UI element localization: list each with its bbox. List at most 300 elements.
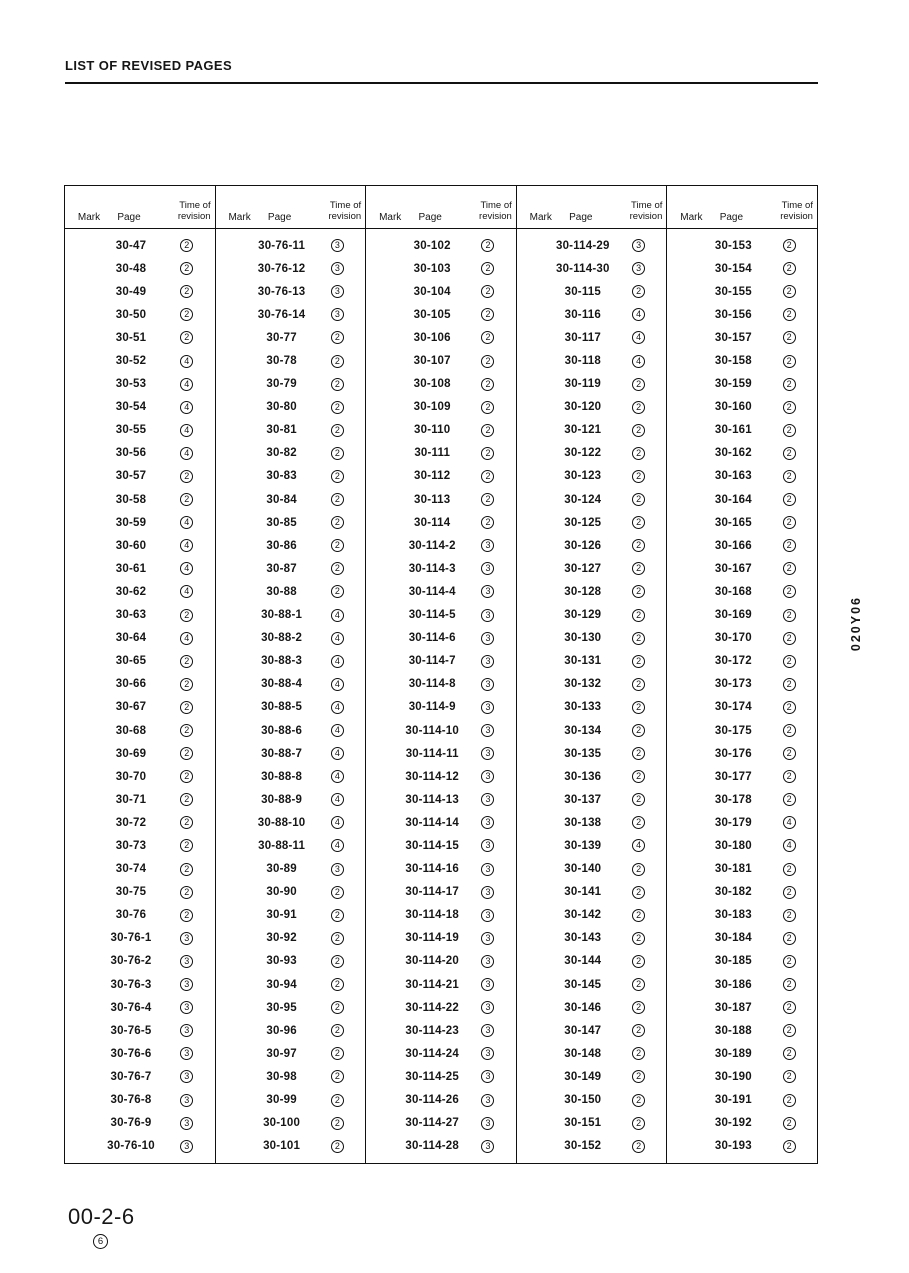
table-row bbox=[366, 927, 516, 950]
page-number: 30-183 bbox=[714, 909, 752, 922]
table-row bbox=[366, 742, 516, 765]
page-number: 30-133 bbox=[564, 701, 602, 714]
page-number: 30-76-12 bbox=[257, 262, 306, 275]
page-number: 30-83 bbox=[266, 470, 297, 483]
revision-cell bbox=[468, 747, 516, 760]
table-row bbox=[517, 996, 667, 1019]
page-number: 30-75 bbox=[115, 886, 147, 899]
revision-cell bbox=[769, 378, 817, 391]
page-number: 30-91 bbox=[266, 909, 297, 922]
page-number: 30-192 bbox=[714, 1117, 752, 1130]
page-number: 30-82 bbox=[266, 447, 297, 460]
revision-cell bbox=[468, 1117, 516, 1130]
revision-cell bbox=[468, 308, 516, 321]
circled-revision-number: 2 bbox=[783, 678, 796, 691]
table-row bbox=[216, 465, 366, 488]
circled-revision-number: 3 bbox=[481, 678, 494, 691]
circled-revision-number: 2 bbox=[331, 932, 344, 945]
table-row bbox=[517, 465, 667, 488]
page-number: 30-110 bbox=[414, 424, 451, 437]
circled-revision-number: 2 bbox=[331, 493, 344, 506]
revision-cell bbox=[769, 493, 817, 506]
circled-revision-number: 2 bbox=[331, 401, 344, 414]
revision-cell bbox=[619, 378, 667, 391]
table-row bbox=[667, 719, 817, 742]
revision-cell bbox=[769, 1140, 817, 1153]
table-row bbox=[65, 234, 215, 257]
table-row bbox=[216, 719, 366, 742]
page-number: 30-76-8 bbox=[110, 1094, 152, 1107]
page-number: 30-191 bbox=[714, 1094, 752, 1107]
page-number: 30-76-4 bbox=[110, 1001, 152, 1014]
revision-cell bbox=[318, 331, 366, 344]
table-row bbox=[366, 996, 516, 1019]
table-row bbox=[517, 881, 667, 904]
revision-cell bbox=[318, 886, 366, 899]
table-row bbox=[216, 234, 366, 257]
table-row bbox=[667, 742, 817, 765]
table-row bbox=[517, 534, 667, 557]
table-row bbox=[667, 534, 817, 557]
page-number: 30-134 bbox=[564, 724, 602, 737]
circled-revision-number: 2 bbox=[481, 378, 494, 391]
circled-revision-number: 2 bbox=[632, 493, 645, 506]
revision-cell bbox=[167, 1070, 215, 1083]
table-row bbox=[667, 1065, 817, 1088]
table-row bbox=[366, 557, 516, 580]
page-number: 30-155 bbox=[714, 285, 752, 298]
revision-cell bbox=[619, 839, 667, 852]
circled-revision-number: 3 bbox=[481, 863, 494, 876]
page-number: 30-86 bbox=[266, 539, 297, 552]
header-time-of-revision: Time of revision bbox=[479, 200, 512, 223]
revision-cell bbox=[318, 793, 366, 806]
page-number: 30-88-11 bbox=[258, 839, 306, 852]
page-number: 30-149 bbox=[564, 1070, 602, 1083]
revision-cell bbox=[318, 1001, 366, 1014]
circled-revision-number: 2 bbox=[783, 632, 796, 645]
page-number: 30-150 bbox=[564, 1094, 602, 1107]
revision-cell bbox=[619, 978, 667, 991]
revision-cell bbox=[318, 609, 366, 622]
page-number: 30-65 bbox=[115, 655, 147, 668]
table-row bbox=[65, 257, 215, 280]
circled-revision-number: 2 bbox=[783, 355, 796, 368]
table-row bbox=[65, 742, 215, 765]
circled-revision-number: 3 bbox=[481, 747, 494, 760]
table-row bbox=[517, 1042, 667, 1065]
revision-cell bbox=[619, 493, 667, 506]
table-header bbox=[216, 186, 366, 229]
circled-revision-number: 2 bbox=[481, 447, 494, 460]
revision-cell bbox=[167, 308, 215, 321]
revision-cell bbox=[468, 909, 516, 922]
table-row bbox=[667, 834, 817, 857]
revision-cell bbox=[318, 424, 366, 437]
revision-cell bbox=[167, 955, 215, 968]
revision-cell bbox=[318, 1140, 366, 1153]
table-row bbox=[667, 950, 817, 973]
page-number: 30-114-11 bbox=[405, 747, 459, 760]
table-row bbox=[366, 788, 516, 811]
table-row bbox=[667, 1135, 817, 1158]
circled-revision-number: 3 bbox=[180, 978, 193, 991]
table-row bbox=[667, 511, 817, 534]
circled-revision-number: 3 bbox=[481, 955, 494, 968]
circled-revision-number: 2 bbox=[180, 816, 193, 829]
page-number: 30-67 bbox=[115, 701, 147, 714]
circled-revision-number: 2 bbox=[783, 539, 796, 552]
revision-cell bbox=[619, 516, 667, 529]
page-number: 30-114-22 bbox=[405, 1001, 459, 1014]
table-row bbox=[517, 742, 667, 765]
revision-cell bbox=[468, 285, 516, 298]
circled-revision-number: 2 bbox=[783, 747, 796, 760]
table-row bbox=[366, 442, 516, 465]
page-number: 30-64 bbox=[115, 632, 147, 645]
revision-cell bbox=[318, 308, 366, 321]
revision-cell bbox=[468, 770, 516, 783]
page-number: 30-163 bbox=[714, 470, 752, 483]
revision-cell bbox=[769, 239, 817, 252]
circled-revision-number: 3 bbox=[481, 539, 494, 552]
page-number: 30-115 bbox=[564, 285, 601, 298]
revision-cell bbox=[167, 401, 215, 414]
revision-cell bbox=[619, 1047, 667, 1060]
circled-revision-number: 2 bbox=[632, 1024, 645, 1037]
page-number: 30-95 bbox=[266, 1001, 297, 1014]
revision-cell bbox=[468, 447, 516, 460]
page-number: 30-114-16 bbox=[405, 863, 459, 876]
page-number: 30-114-28 bbox=[405, 1140, 459, 1153]
circled-revision-number: 3 bbox=[481, 1024, 494, 1037]
revision-cell bbox=[619, 747, 667, 760]
revision-cell bbox=[619, 1094, 667, 1107]
circled-revision-number: 3 bbox=[481, 701, 494, 714]
table-row bbox=[517, 650, 667, 673]
revision-cell bbox=[619, 609, 667, 622]
table-row bbox=[65, 811, 215, 834]
table-row bbox=[216, 1135, 366, 1158]
page-number: 30-160 bbox=[714, 401, 752, 414]
page-number: 30-76-11 bbox=[258, 239, 306, 252]
header-mark: Mark bbox=[379, 211, 402, 223]
revision-cell bbox=[468, 655, 516, 668]
table-row bbox=[65, 1042, 215, 1065]
circled-revision-number: 2 bbox=[481, 493, 494, 506]
circled-revision-number: 2 bbox=[783, 447, 796, 460]
table-row bbox=[216, 580, 366, 603]
table-row bbox=[65, 627, 215, 650]
revision-cell bbox=[167, 562, 215, 575]
header-time-of-revision: Time of revision bbox=[780, 200, 813, 223]
circled-revision-number: 3 bbox=[180, 955, 193, 968]
table-row bbox=[667, 257, 817, 280]
circled-revision-number: 2 bbox=[331, 1001, 344, 1014]
page-number: 30-114-7 bbox=[408, 655, 456, 668]
table-row bbox=[65, 904, 215, 927]
revision-cell bbox=[619, 632, 667, 645]
table-row bbox=[65, 604, 215, 627]
circled-revision-number: 2 bbox=[481, 424, 494, 437]
circled-revision-number: 2 bbox=[783, 378, 796, 391]
table-row bbox=[216, 973, 366, 996]
page-number: 30-94 bbox=[266, 978, 297, 991]
table-row bbox=[65, 973, 215, 996]
page-number: 30-182 bbox=[714, 886, 752, 899]
revision-cell bbox=[769, 1117, 817, 1130]
table-row bbox=[216, 696, 366, 719]
page-number: 30-104 bbox=[413, 285, 451, 298]
circled-revision-number: 2 bbox=[331, 516, 344, 529]
table-row bbox=[517, 1135, 667, 1158]
column-group-3 bbox=[365, 186, 516, 1163]
page-number: 30-151 bbox=[564, 1117, 602, 1130]
circled-revision-number: 4 bbox=[331, 655, 344, 668]
page-number: 30-54 bbox=[115, 401, 147, 414]
table-row bbox=[517, 927, 667, 950]
revision-cell bbox=[167, 816, 215, 829]
header-mark: Mark bbox=[680, 211, 703, 223]
table-row bbox=[216, 419, 366, 442]
table-row bbox=[366, 650, 516, 673]
table-row bbox=[216, 1112, 366, 1135]
circled-revision-number: 2 bbox=[783, 562, 796, 575]
table-row bbox=[216, 280, 366, 303]
revision-cell bbox=[769, 355, 817, 368]
circled-revision-number: 2 bbox=[632, 770, 645, 783]
revision-cell bbox=[167, 978, 215, 991]
revision-cell bbox=[318, 978, 366, 991]
page-number: 30-50 bbox=[115, 308, 147, 321]
page-number: 30-63 bbox=[115, 609, 147, 622]
circled-revision-number: 3 bbox=[481, 1001, 494, 1014]
page-number: 30-177 bbox=[714, 770, 752, 783]
table-row bbox=[65, 881, 215, 904]
revision-cell bbox=[318, 239, 366, 252]
revision-cell bbox=[769, 1024, 817, 1037]
circled-revision-number: 2 bbox=[180, 678, 193, 691]
revision-cell bbox=[167, 932, 215, 945]
page-number: 30-58 bbox=[115, 493, 147, 506]
revision-cell bbox=[167, 424, 215, 437]
rows-column-3 bbox=[366, 229, 516, 1163]
circled-revision-number: 4 bbox=[331, 770, 344, 783]
table-row bbox=[216, 534, 366, 557]
table-row bbox=[667, 973, 817, 996]
revision-cell bbox=[318, 447, 366, 460]
circled-revision-number: 2 bbox=[632, 609, 645, 622]
page-number: 30-99 bbox=[266, 1094, 297, 1107]
column-group-1 bbox=[64, 186, 215, 1163]
page-number: 30-114-13 bbox=[405, 793, 459, 806]
table-row bbox=[65, 765, 215, 788]
revision-cell bbox=[769, 539, 817, 552]
table-row bbox=[517, 673, 667, 696]
circled-revision-number: 3 bbox=[632, 262, 645, 275]
revision-cell bbox=[318, 655, 366, 668]
page-number: 30-114-8 bbox=[408, 678, 456, 691]
circled-revision-number: 2 bbox=[783, 701, 796, 714]
page-number: 30-118 bbox=[564, 355, 601, 368]
circled-revision-number: 4 bbox=[331, 701, 344, 714]
table-row bbox=[517, 1019, 667, 1042]
circled-revision-number: 4 bbox=[783, 839, 796, 852]
page-number: 30-114-5 bbox=[408, 609, 456, 622]
circled-revision-number: 3 bbox=[481, 1047, 494, 1060]
page-number: 30-114-24 bbox=[405, 1047, 459, 1060]
table-row bbox=[65, 1135, 215, 1158]
page-number: 30-127 bbox=[564, 562, 602, 575]
page-number: 30-157 bbox=[714, 331, 752, 344]
page-number: 30-114-18 bbox=[405, 909, 459, 922]
page-number: 30-88-3 bbox=[261, 655, 303, 668]
circled-revision-number: 2 bbox=[331, 1024, 344, 1037]
page-number: 30-147 bbox=[564, 1024, 602, 1037]
table-row bbox=[366, 696, 516, 719]
circled-revision-number: 2 bbox=[783, 331, 796, 344]
circled-revision-number: 2 bbox=[331, 1047, 344, 1060]
page-number: 30-139 bbox=[564, 839, 602, 852]
table-row bbox=[517, 973, 667, 996]
table-row bbox=[517, 834, 667, 857]
revision-cell bbox=[167, 839, 215, 852]
table-row bbox=[65, 950, 215, 973]
table-row bbox=[65, 1088, 215, 1111]
page-number: 30-47 bbox=[115, 239, 147, 252]
column-group-4 bbox=[516, 186, 667, 1163]
page-number: 30-102 bbox=[413, 239, 451, 252]
page-number: 30-114-30 bbox=[555, 262, 610, 275]
table-row bbox=[667, 881, 817, 904]
page-number: 30-136 bbox=[564, 770, 602, 783]
table-row bbox=[65, 650, 215, 673]
page-number: 30-76-3 bbox=[110, 978, 152, 991]
page-number: 30-161 bbox=[714, 424, 752, 437]
page-number: 30-80 bbox=[266, 401, 297, 414]
revision-cell bbox=[769, 632, 817, 645]
page-number: 30-114 bbox=[414, 516, 451, 529]
header-time-of-revision: Time of revision bbox=[328, 200, 362, 223]
revision-cell bbox=[769, 401, 817, 414]
circled-revision-number: 2 bbox=[331, 331, 344, 344]
page-number: 30-116 bbox=[564, 308, 601, 321]
page-number: 30-105 bbox=[413, 308, 451, 321]
table-row bbox=[667, 765, 817, 788]
circled-revision-number: 2 bbox=[632, 378, 645, 391]
table-row bbox=[517, 511, 667, 534]
page-number: 30-114-27 bbox=[405, 1117, 459, 1130]
circled-revision-number: 2 bbox=[783, 724, 796, 737]
revision-cell bbox=[619, 955, 667, 968]
revision-cell bbox=[619, 886, 667, 899]
table-row bbox=[366, 973, 516, 996]
revision-cell bbox=[167, 724, 215, 737]
revision-cell bbox=[769, 701, 817, 714]
circled-revision-number: 3 bbox=[481, 562, 494, 575]
circled-revision-number: 2 bbox=[632, 447, 645, 460]
table-row bbox=[65, 788, 215, 811]
page-number: 30-88-4 bbox=[261, 678, 303, 691]
table-row bbox=[517, 1112, 667, 1135]
revision-cell bbox=[468, 516, 516, 529]
table-row bbox=[65, 557, 215, 580]
table-row bbox=[517, 257, 667, 280]
revision-cell bbox=[769, 655, 817, 668]
circled-revision-number: 3 bbox=[481, 1094, 494, 1107]
revision-cell bbox=[619, 678, 667, 691]
revision-cell bbox=[619, 793, 667, 806]
revision-cell bbox=[769, 1070, 817, 1083]
circled-revision-number: 2 bbox=[481, 239, 494, 252]
revision-cell bbox=[318, 539, 366, 552]
page-number: 30-114-2 bbox=[408, 539, 456, 552]
page-number: 30-141 bbox=[564, 886, 602, 899]
revision-cell bbox=[167, 770, 215, 783]
circled-revision-number: 2 bbox=[632, 701, 645, 714]
page-number: 30-88-6 bbox=[261, 724, 303, 737]
circled-revision-number: 3 bbox=[180, 1070, 193, 1083]
page-number: 30-166 bbox=[714, 539, 752, 552]
revision-cell bbox=[318, 678, 366, 691]
page-number: 30-76-14 bbox=[257, 308, 306, 321]
revision-cell bbox=[318, 724, 366, 737]
header-mark: Mark bbox=[77, 211, 101, 223]
circled-revision-number: 2 bbox=[632, 562, 645, 575]
revision-cell bbox=[167, 701, 215, 714]
page-title: LIST OF REVISED PAGES bbox=[65, 58, 233, 73]
table-row bbox=[216, 650, 366, 673]
revision-cell bbox=[468, 331, 516, 344]
circled-revision-number: 4 bbox=[331, 678, 344, 691]
table-row bbox=[65, 673, 215, 696]
page-number: 30-169 bbox=[714, 609, 752, 622]
column-group-2 bbox=[215, 186, 366, 1163]
table-row bbox=[216, 349, 366, 372]
revision-cell bbox=[167, 355, 215, 368]
circled-revision-number: 3 bbox=[331, 239, 344, 252]
side-edition-code: 020Y06 bbox=[849, 596, 863, 652]
revision-cell bbox=[468, 239, 516, 252]
page-number: 30-53 bbox=[115, 378, 147, 391]
table-row bbox=[216, 627, 366, 650]
revision-cell bbox=[468, 470, 516, 483]
revision-cell bbox=[769, 308, 817, 321]
revision-cell bbox=[468, 863, 516, 876]
circled-revision-number: 2 bbox=[331, 955, 344, 968]
circled-revision-number: 2 bbox=[481, 285, 494, 298]
page-number: 30-108 bbox=[413, 378, 451, 391]
table-row bbox=[216, 788, 366, 811]
circled-revision-number: 2 bbox=[180, 308, 193, 321]
circled-revision-number: 2 bbox=[632, 724, 645, 737]
page-number: 30-167 bbox=[714, 562, 752, 575]
revision-cell bbox=[318, 932, 366, 945]
revision-cell bbox=[167, 539, 215, 552]
revision-cell bbox=[167, 747, 215, 760]
table-row bbox=[216, 996, 366, 1019]
table-row bbox=[517, 557, 667, 580]
revision-cell bbox=[769, 909, 817, 922]
revision-cell bbox=[468, 262, 516, 275]
revision-cell bbox=[619, 331, 667, 344]
circled-revision-number: 4 bbox=[632, 839, 645, 852]
revision-cell bbox=[167, 655, 215, 668]
revision-cell bbox=[468, 839, 516, 852]
page-number: 30-121 bbox=[564, 424, 602, 437]
revision-cell bbox=[769, 562, 817, 575]
page-number: 30-51 bbox=[115, 331, 147, 344]
